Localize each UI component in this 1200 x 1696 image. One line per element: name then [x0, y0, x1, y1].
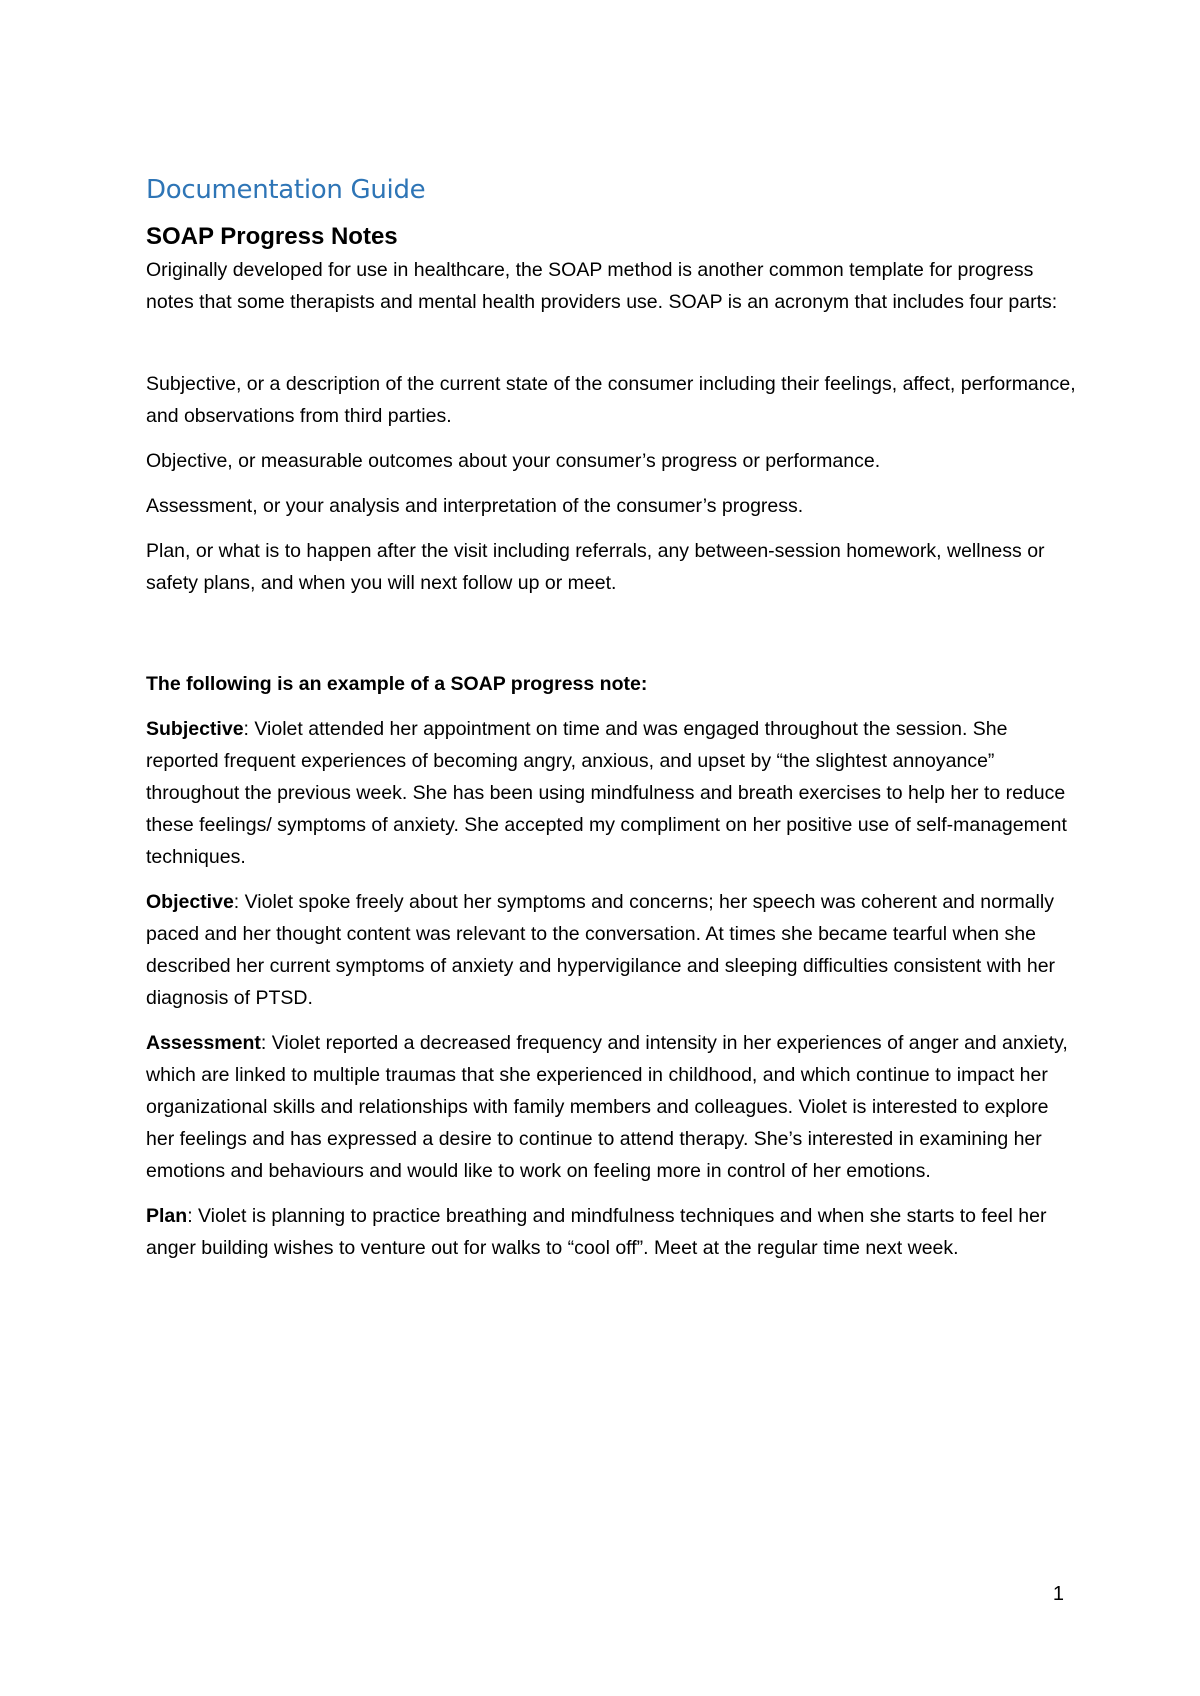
intro-paragraph: Originally developed for use in healthcare, the SOAP method is another common template for progress notes that some therapists and mental health providers use. SOAP is an acronym that includes four parts: — [146, 259, 1058, 313]
note-separator: : — [243, 718, 255, 740]
example-note — [146, 713, 1076, 1264]
note-separator: : — [260, 1032, 272, 1054]
note-separator: : — [233, 891, 245, 913]
soap-part-assessment: Assessment, or your analysis and interpretation of the consumer’s progress. — [146, 495, 804, 517]
note-assessment — [146, 1027, 1076, 1187]
spacer — [146, 318, 1076, 368]
soap-part-plan: Plan, or what is to happen after the visit including referrals, any between-session homework, wellness or safety plans, and when you will next follow up or meet. — [146, 540, 1045, 594]
document-page — [146, 170, 1076, 1277]
note-plan — [146, 1200, 1076, 1264]
note-separator: : — [187, 1205, 199, 1227]
note-text-plan: Violet is planning to practice breathing and mindfulness techniques and when she starts to feel her anger building wishes to venture out for walks to “cool off”. Meet at the regular time next week. — [146, 1205, 1047, 1259]
note-label-subjective: Subjective — [146, 718, 244, 740]
soap-part-objective: Objective, or measurable outcomes about your consumer’s progress or performance. — [146, 450, 881, 472]
soap-parts-list — [146, 368, 1076, 599]
note-objective — [146, 886, 1076, 1014]
section-heading: SOAP Progress Notes — [146, 223, 398, 250]
soap-part-subjective: Subjective, or a description of the current state of the consumer including their feelings, affect, performance, and observations from third parties. — [146, 373, 1076, 427]
note-text-objective: Violet spoke freely about her symptoms and concerns; her speech was coherent and normally paced and her thought content was relevant to the conversation. At times she became tearful when she described her current symptoms of anxiety and hypervigilance and sleeping difficulties consistent with her diagnosis of PTSD. — [146, 891, 1056, 1009]
example-intro: The following is an example of a SOAP progress note: — [146, 673, 648, 695]
document-title: Documentation Guide — [146, 175, 426, 205]
note-text-subjective: Violet attended her appointment on time and was engaged throughout the session. She reported frequent experiences of becoming angry, anxious, and upset by “the slightest annoyance” throughout the previous week. She has been using mindfulness and breath exercises to help her to reduce these feelings/ symptoms of anxiety. She accepted my compliment on her positive use of self-management techniques. — [146, 718, 1067, 868]
note-label-plan: Plan — [146, 1205, 188, 1227]
spacer — [146, 612, 1076, 668]
note-subjective — [146, 713, 1076, 873]
page-number: 1 — [1052, 1583, 1064, 1605]
note-label-objective: Objective — [146, 891, 234, 913]
note-text-assessment: Violet reported a decreased frequency and intensity in her experiences of anger and anxiety, which are linked to multiple traumas that she experienced in childhood, and which continue to impact her organizational skills and relationships with family members and colleagues. Violet is interested to explore her feelings and has expressed a desire to continue to attend therapy. She’s interested in examining her emotions and behaviours and would like to work on feeling more in control of her emotions. — [146, 1032, 1068, 1182]
note-label-assessment: Assessment — [146, 1032, 261, 1054]
